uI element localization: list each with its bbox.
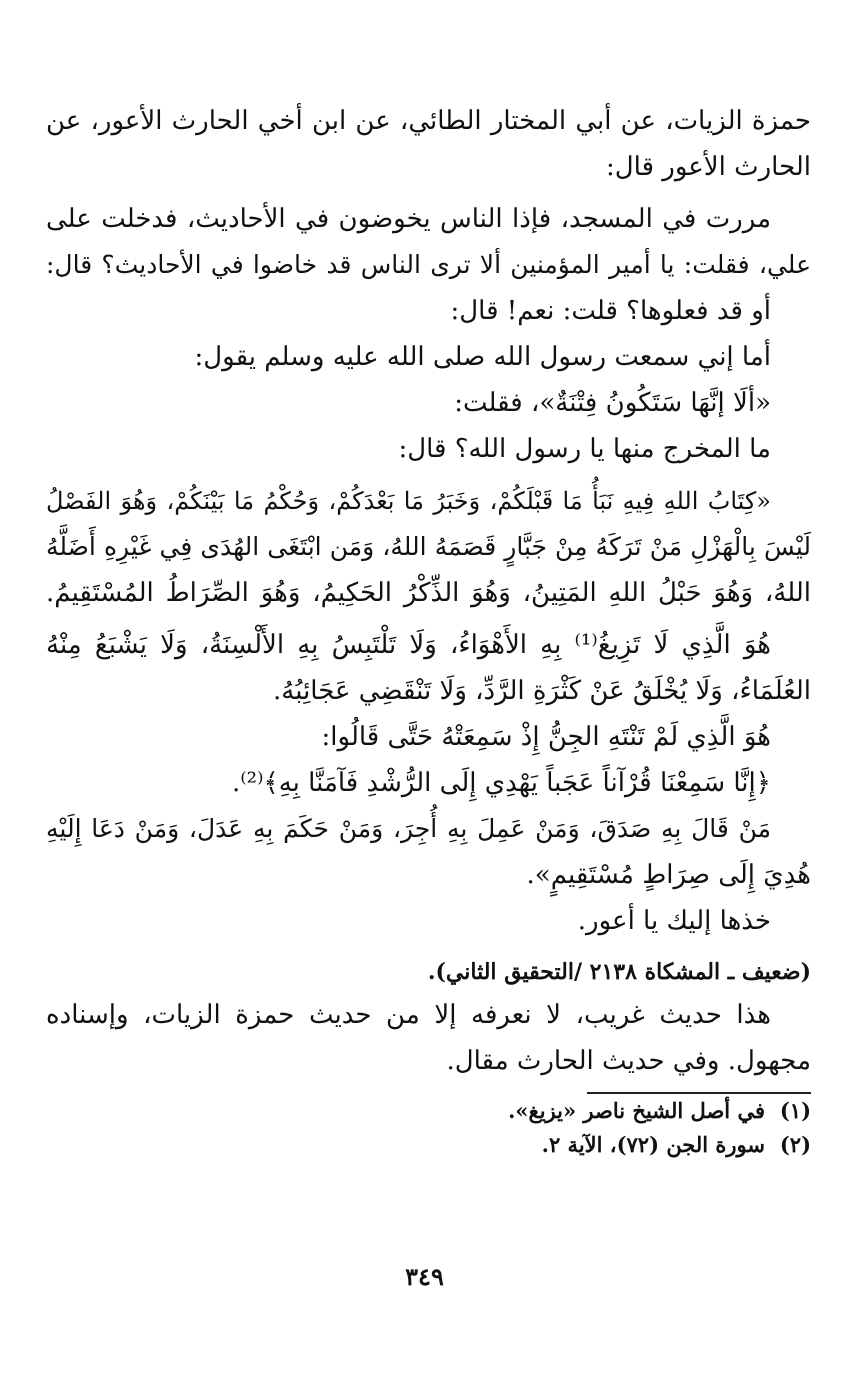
body-line: أما إني سمعت رسول الله صلى الله عليه وسلم يقول: xyxy=(194,342,771,372)
hadith-text-line: «كِتَابُ اللهِ فِيهِ نَبَأُ مَا قَبْلَكُمْ، وَخَبَرُ مَا بَعْدَكُمْ، وَحُكْمُ مَا بَيْنَكُمْ، وَهُوَ الفَصْلُ xyxy=(46,487,771,515)
body-line: علي، فقلت: يا أمير المؤمنين ألا ترى الناس قد خاضوا في الأحاديث؟ قال: xyxy=(46,250,811,279)
body-line: خذها إليك يا أعور. xyxy=(577,906,771,936)
body-line: «ألَا إنَّهَا سَتَكُونُ فِتْنَةٌ»، فقلت: xyxy=(454,388,771,418)
hadith-text-line: هُوَ الَّذِي لَا تَزِيغُ⁽¹⁾ بِهِ الأَهْوَاءُ، وَلَا تَلْتَبِسُ بِهِ الأَلْسِنَةُ، وَلَا يَشْبَعُ مِنْهُ xyxy=(46,630,772,660)
commentary-line: هذا حديث غريب، لا نعرفه إلا من حديث حمزة الزيات، وإسناده xyxy=(46,1000,771,1030)
body-line: مررت في المسجد، فإذا الناس يخوضون في الأحاديث، فدخلت على xyxy=(46,204,771,234)
hadith-text-line: لَيْسَ بِالْهَزْلِ مَنْ تَرَكَهُ مِنْ جَبَّارٍ قَصَمَهُ اللهُ، وَمَن ابْتَغَى الهُدَى فِي غَيْرِهِ أَضَلَّهُ xyxy=(46,532,811,561)
body-line: ما المخرج منها يا رسول الله؟ قال: xyxy=(398,434,771,464)
footnote-number: (٢) xyxy=(779,1132,811,1157)
footnote-number: (١) xyxy=(779,1098,811,1123)
body-line: حمزة الزيات، عن أبي المختار الطائي، عن ابن أخي الحارث الأعور، عن xyxy=(46,106,811,136)
footnote-text: في أصل الشيخ ناصر «يزيغ». xyxy=(508,1098,765,1123)
hadith-text-line: مَنْ قَالَ بِهِ صَدَقَ، وَمَنْ عَمِلَ بِهِ أُجِرَ، وَمَنْ حَكَمَ بِهِ عَدَلَ، وَمَنْ دَعَا إِلَيْهِ xyxy=(46,814,771,843)
quran-verse-line: ﴿إِنَّا سَمِعْنَا قُرْآناً عَجَباً يَهْدِي إِلَى الرُّشْدِ فَآمَنَّا بِهِ﴾⁽²⁾. xyxy=(232,768,771,798)
footnote-text: سورة الجن (٧٢)، الآية ٢. xyxy=(541,1132,765,1157)
body-line: أو قد فعلوها؟ قلت: نعم! قال: xyxy=(450,296,771,326)
hadith-text-line: هُوَ الَّذِي لَمْ تَنْتَهِ الجِنُّ إِذْ سَمِعَتْهُ حَتَّى قَالُوا: xyxy=(321,722,771,752)
commentary-line: مجهول. وفي حديث الحارث مقال. xyxy=(446,1046,811,1076)
hadith-text-line: اللهُ، وَهُوَ حَبْلُ اللهِ المَتِينُ، وَهُوَ الذِّكْرُ الحَكِيمُ، وَهُوَ الصِّرَاطُ المُسْتَقِيمُ. xyxy=(46,578,811,608)
hadith-grading: (ضعيف ـ المشكاة ٢١٣٨ /التحقيق الثاني). xyxy=(427,959,811,985)
footnote xyxy=(46,1128,811,1162)
page-number: ٣٤٩ xyxy=(405,1262,444,1291)
footnote xyxy=(46,1094,811,1128)
hadith-text-line: العُلَمَاءُ، وَلَا يُخْلَقُ عَنْ كَثْرَةِ الرَّدِّ، وَلَا تَنْقَضِي عَجَائِبُهُ. xyxy=(273,676,811,706)
body-line: الحارث الأعور قال: xyxy=(606,152,811,182)
hadith-text-line: هُدِيَ إِلَى صِرَاطٍ مُسْتَقِيمٍ». xyxy=(526,860,811,890)
